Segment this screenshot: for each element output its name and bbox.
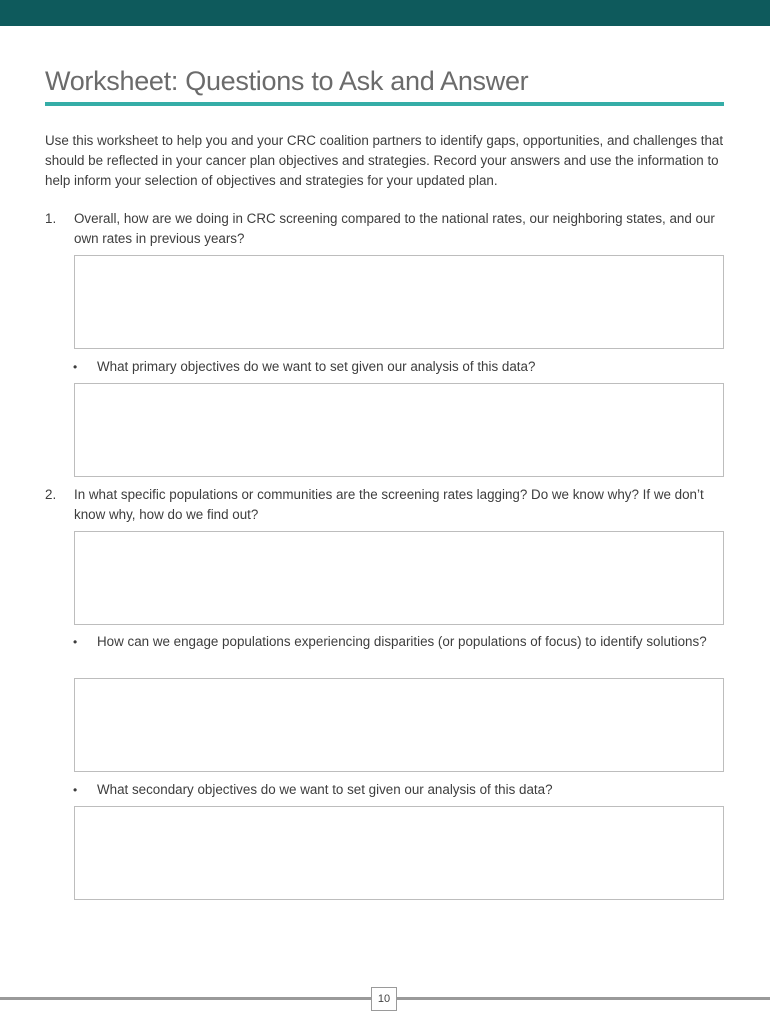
top-header-band	[0, 0, 770, 26]
question-1-bullet-1-answer-box[interactable]	[74, 383, 724, 477]
question-2-bullet-2-text: What secondary objectives do we want to set given our analysis of this data?	[97, 782, 553, 797]
question-2-bullet-1-marker: •	[73, 635, 78, 649]
question-2-answer-box[interactable]	[74, 531, 724, 625]
question-1-text: Overall, how are we doing in CRC screening compared to the national rates, our neighboring states, and our own rates in previous years?	[74, 211, 715, 246]
question-2-bullet-1-answer-box[interactable]	[74, 678, 724, 772]
intro-paragraph: Use this worksheet to help you and your CRC coalition partners to identify gaps, opportunities, and challenges that should be reflected in your cancer plan objectives and strategies. Record your answers and use the information to help inform your selection of objectives and strategies for your updated plan.	[45, 133, 724, 188]
title-underline	[45, 102, 724, 106]
question-2-number: 2.	[45, 487, 57, 502]
question-1-answer-box[interactable]	[74, 255, 724, 349]
question-1-bullet-1-text: What primary objectives do we want to set given our analysis of this data?	[97, 359, 536, 374]
page-number: 10	[371, 987, 397, 1011]
question-1-bullet-1-marker: •	[73, 360, 78, 374]
question-1-number: 1.	[45, 211, 57, 226]
question-2-bullet-2-marker: •	[73, 783, 78, 797]
page-title: Worksheet: Questions to Ask and Answer	[45, 66, 529, 96]
question-2-bullet-2-answer-box[interactable]	[74, 806, 724, 900]
question-2-text: In what specific populations or communities are the screening rates lagging? Do we know why? If we don’t know why, how do we find out?	[74, 487, 704, 522]
question-2-bullet-1-text: How can we engage populations experiencing disparities (or populations of focus) to identify solutions?	[97, 634, 707, 649]
